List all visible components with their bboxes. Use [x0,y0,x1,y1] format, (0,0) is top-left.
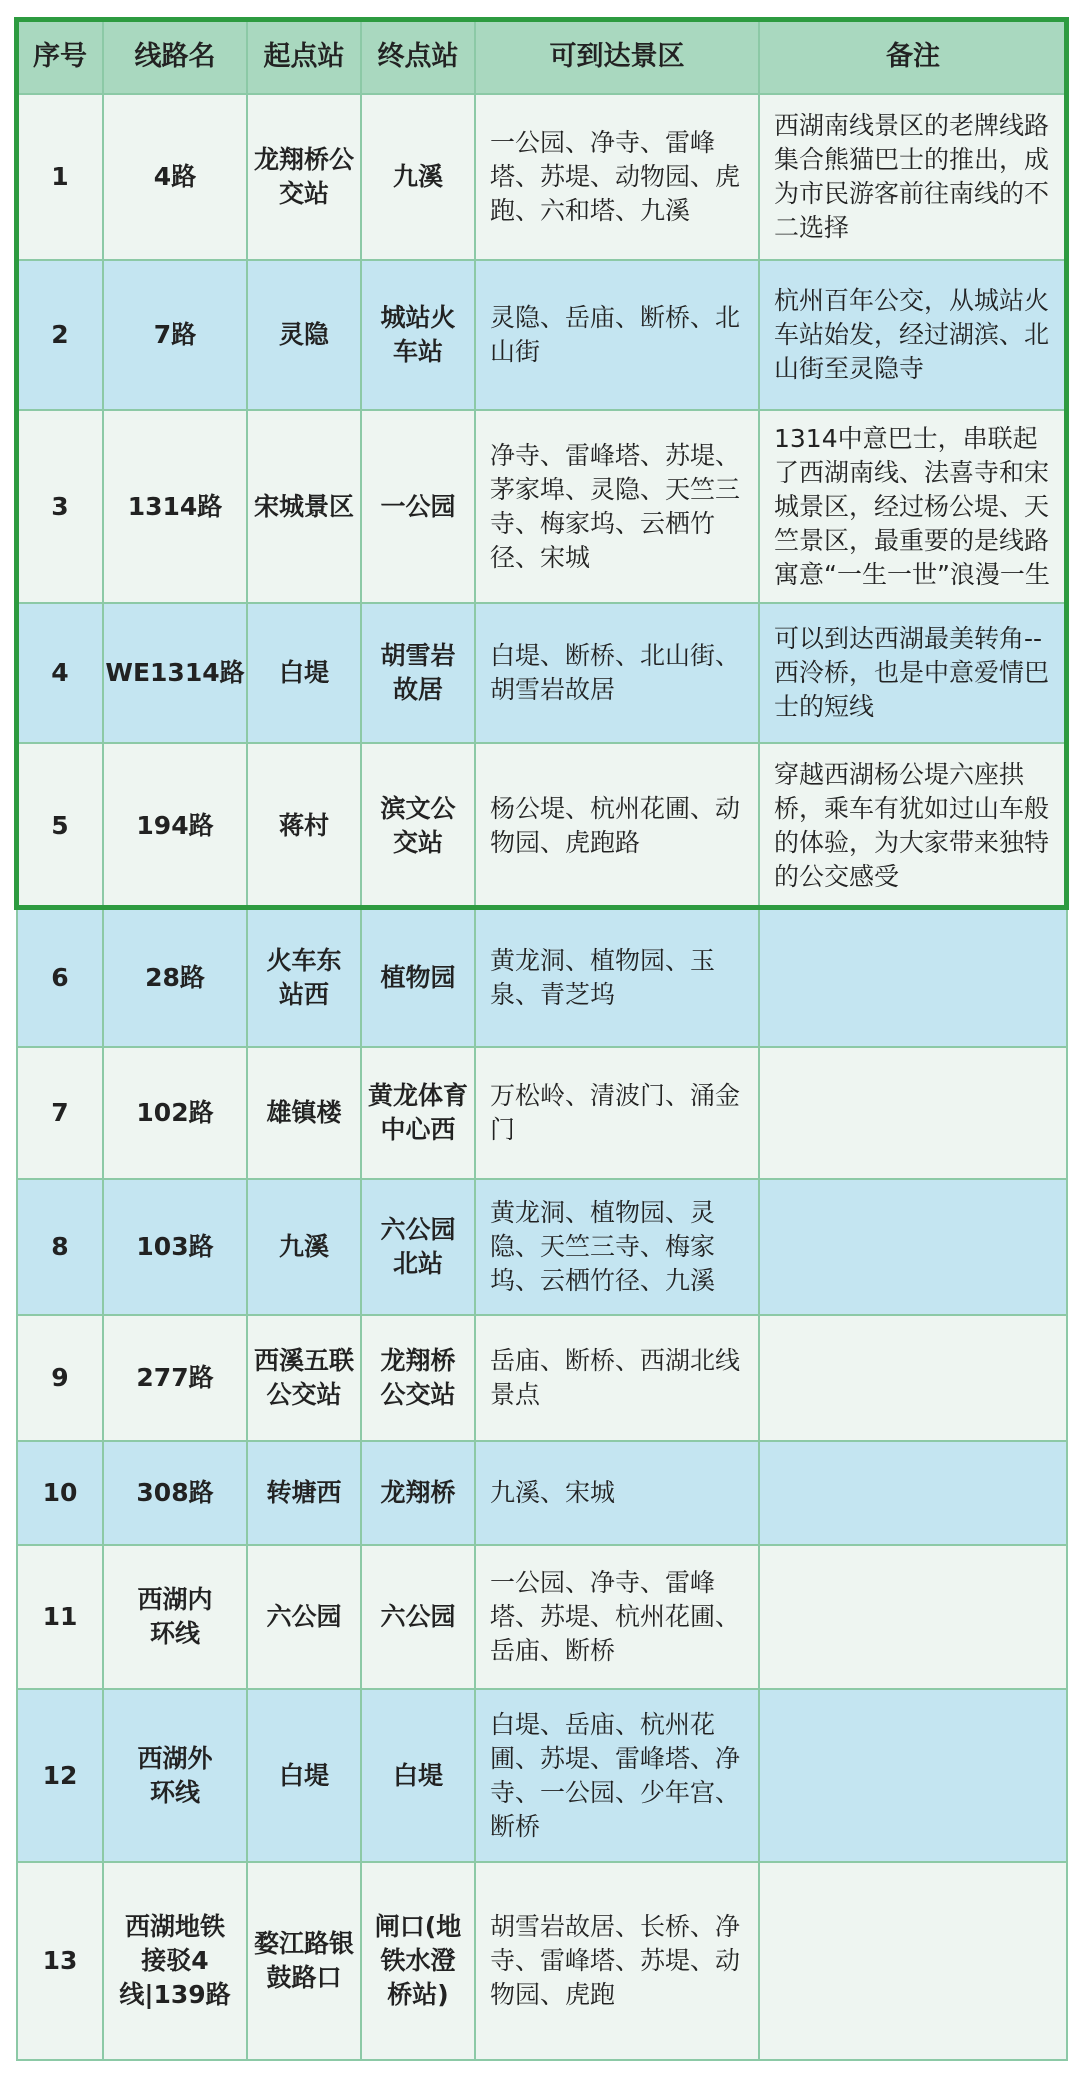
row-start: 九溪 [247,1179,361,1315]
table-row [17,1179,1067,1315]
row-start: 雄镇楼 [247,1047,361,1179]
bus-route-table [16,19,1068,2061]
row-sites: 黄龙洞、植物园、灵隐、天竺三寺、梅家坞、云栖竹径、九溪 [475,1179,759,1315]
table-row [17,94,1067,260]
row-no: 3 [17,410,103,603]
row-start: 灵隐 [247,260,361,410]
row-end: 龙翔桥公交站 [361,1315,475,1441]
row-sites: 万松岭、清波门、涌金门 [475,1047,759,1179]
header-note: 备注 [759,20,1067,94]
row-note [759,1315,1067,1441]
row-note: 1314中意巴士，串联起了西湖南线、法喜寺和宋城景区，经过杨公堤、天竺景区，最重要的是线路寓意“一生一世”浪漫一生 [759,410,1067,603]
table-row [17,1047,1067,1179]
row-sites: 胡雪岩故居、长桥、净寺、雷峰塔、苏堤、动物园、虎跑 [475,1862,759,2060]
row-end: 城站火车站 [361,260,475,410]
row-no: 1 [17,94,103,260]
row-start: 宋城景区 [247,410,361,603]
table-header-row [17,20,1067,94]
row-end: 闸口(地铁水澄桥站) [361,1862,475,2060]
row-route: 102路 [103,1047,247,1179]
row-note [759,1545,1067,1689]
row-sites: 一公园、净寺、雷峰塔、苏堤、杭州花圃、岳庙、断桥 [475,1545,759,1689]
row-route: 103路 [103,1179,247,1315]
row-note: 穿越西湖杨公堤六座拱桥，乘车有犹如过山车般的体验，为大家带来独特的公交感受 [759,743,1067,909]
row-start: 西溪五联公交站 [247,1315,361,1441]
row-route: 7路 [103,260,247,410]
table-row [17,410,1067,603]
row-end: 六公园 [361,1545,475,1689]
row-end: 六公园北站 [361,1179,475,1315]
row-end: 白堤 [361,1689,475,1862]
row-note: 可以到达西湖最美转角--西泠桥，也是中意爱情巴士的短线 [759,603,1067,743]
row-sites: 灵隐、岳庙、断桥、北山街 [475,260,759,410]
row-end: 龙翔桥 [361,1441,475,1545]
row-note [759,1441,1067,1545]
table-row [17,260,1067,410]
row-no: 13 [17,1862,103,2060]
row-start: 龙翔桥公交站 [247,94,361,260]
row-sites: 杨公堤、杭州花圃、动物园、虎跑路 [475,743,759,909]
table-row [17,1545,1067,1689]
row-note [759,1862,1067,2060]
table-row [17,743,1067,909]
row-no: 9 [17,1315,103,1441]
row-no: 2 [17,260,103,410]
header-no: 序号 [17,20,103,94]
row-start: 婺江路银鼓路口 [247,1862,361,2060]
row-route: 28路 [103,909,247,1047]
row-start: 白堤 [247,603,361,743]
header-start: 起点站 [247,20,361,94]
header-sites: 可到达景区 [475,20,759,94]
row-sites: 岳庙、断桥、西湖北线景点 [475,1315,759,1441]
row-no: 8 [17,1179,103,1315]
row-no: 4 [17,603,103,743]
row-end: 植物园 [361,909,475,1047]
table-row [17,1315,1067,1441]
row-note [759,1689,1067,1862]
row-sites: 白堤、断桥、北山街、胡雪岩故居 [475,603,759,743]
row-start: 六公园 [247,1545,361,1689]
row-note [759,1047,1067,1179]
table-row [17,603,1067,743]
row-start: 火车东站西 [247,909,361,1047]
row-route: 194路 [103,743,247,909]
table-row [17,1689,1067,1862]
row-no: 11 [17,1545,103,1689]
row-route: 277路 [103,1315,247,1441]
row-no: 7 [17,1047,103,1179]
row-end: 黄龙体育中心西 [361,1047,475,1179]
row-no: 10 [17,1441,103,1545]
row-end: 九溪 [361,94,475,260]
row-start: 白堤 [247,1689,361,1862]
row-route: WE1314路 [103,603,247,743]
header-end: 终点站 [361,20,475,94]
row-note [759,1179,1067,1315]
row-start: 蒋村 [247,743,361,909]
row-note: 西湖南线景区的老牌线路集合熊猫巴士的推出，成为市民游客前往南线的不二选择 [759,94,1067,260]
row-route: 4路 [103,94,247,260]
row-end: 一公园 [361,410,475,603]
row-no: 12 [17,1689,103,1862]
row-end: 滨文公交站 [361,743,475,909]
row-no: 6 [17,909,103,1047]
row-route: 1314路 [103,410,247,603]
row-sites: 白堤、岳庙、杭州花圃、苏堤、雷峰塔、净寺、一公园、少年宫、断桥 [475,1689,759,1862]
row-sites: 净寺、雷峰塔、苏堤、茅家埠、灵隐、天竺三寺、梅家坞、云栖竹径、宋城 [475,410,759,603]
row-route: 308路 [103,1441,247,1545]
table-row [17,909,1067,1047]
table-row [17,1441,1067,1545]
row-sites: 黄龙洞、植物园、玉泉、青芝坞 [475,909,759,1047]
row-end: 胡雪岩故居 [361,603,475,743]
row-route: 西湖外环线 [103,1689,247,1862]
row-sites: 九溪、宋城 [475,1441,759,1545]
row-route: 西湖地铁接驳4线|139路 [103,1862,247,2060]
row-note: 杭州百年公交，从城站火车站始发，经过湖滨、北山街至灵隐寺 [759,260,1067,410]
row-no: 5 [17,743,103,909]
table-row [17,1862,1067,2060]
row-start: 转塘西 [247,1441,361,1545]
header-route: 线路名 [103,20,247,94]
row-sites: 一公园、净寺、雷峰塔、苏堤、动物园、虎跑、六和塔、九溪 [475,94,759,260]
row-note [759,909,1067,1047]
row-route: 西湖内环线 [103,1545,247,1689]
